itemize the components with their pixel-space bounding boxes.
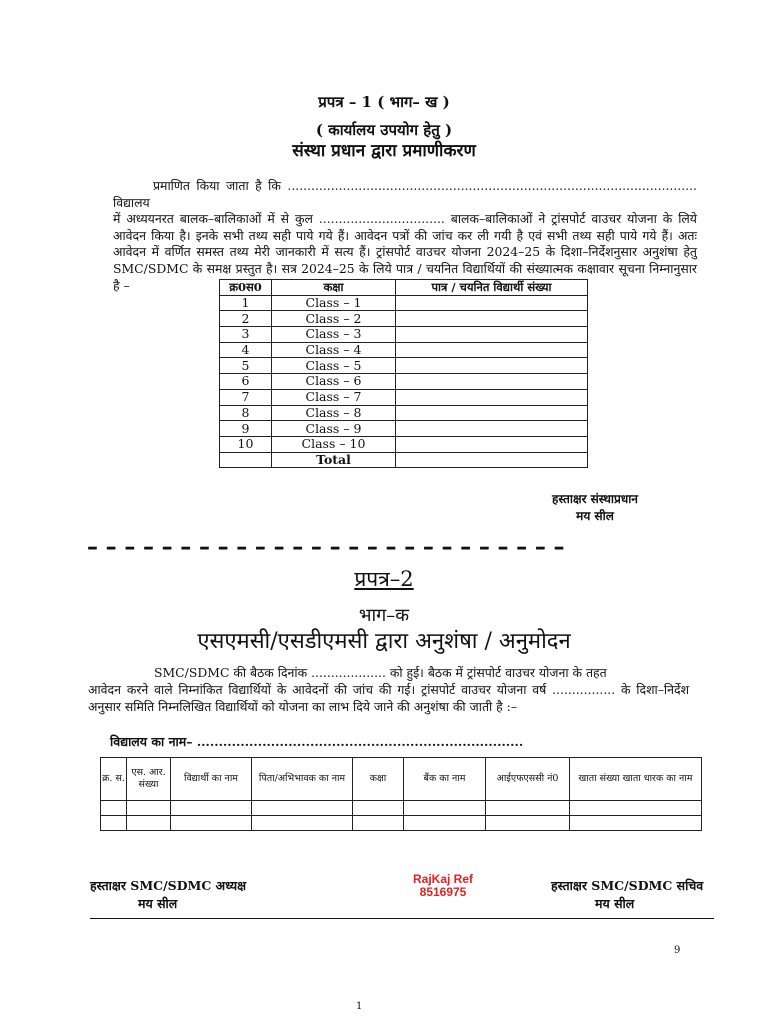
serial-cell: 9 <box>220 421 272 437</box>
class-cell: Class – 7 <box>272 389 396 405</box>
total-row <box>220 452 588 468</box>
table-row <box>220 295 588 311</box>
form2-part: भाग–क <box>358 605 410 626</box>
table-header: विद्यार्थी का नाम <box>171 758 252 801</box>
ref-label: RajKaj Ref <box>412 872 474 886</box>
smc-secretary-seal-label: मय सील <box>595 896 635 911</box>
serial-cell: 4 <box>220 342 272 358</box>
count-cell <box>396 342 588 358</box>
class-cell: Class – 4 <box>272 342 396 358</box>
form2-title: प्रपत्र–2 <box>354 567 414 591</box>
form1-heading: संस्था प्रधान द्वारा प्रमाणीकरण <box>292 141 476 161</box>
table-row <box>220 342 588 358</box>
form1-subtitle: ( कार्यालय उपयोग हेतु ) <box>315 121 453 139</box>
student-recommendation-table <box>100 757 702 831</box>
form2-paragraph-line1: SMC/SDMC की बैठक दिनांक ................... को हुई। बैठक में ट्रांसपोर्ट वाउचर योजना के तहत <box>154 665 607 680</box>
smc-president-signature-label: हस्ताक्षर SMC/SDMC अध्यक्ष <box>90 878 247 893</box>
table-header: कक्षा <box>353 758 404 801</box>
smc-president-signature <box>90 877 246 913</box>
table-header: एस. आर. संख्या <box>127 758 171 801</box>
count-cell <box>396 405 588 421</box>
class-cell: Class – 3 <box>272 327 396 343</box>
total-empty-cell <box>220 452 272 468</box>
table-row <box>101 816 702 831</box>
form1-title: प्रपत्र – 1 ( भाग– ख ) <box>318 93 450 111</box>
count-cell <box>396 374 588 390</box>
table-header: आईएफएससी नं0 <box>486 758 570 801</box>
serial-cell: 1 <box>220 295 272 311</box>
table-row <box>101 801 702 816</box>
table-header: कक्षा <box>272 280 396 296</box>
serial-cell: 8 <box>220 405 272 421</box>
serial-cell: 3 <box>220 327 272 343</box>
inner-page-number: 9 <box>674 945 681 956</box>
table-row <box>220 311 588 327</box>
class-cell: Class – 8 <box>272 405 396 421</box>
table-header: क्र0स0 <box>220 280 272 296</box>
table-row <box>220 405 588 421</box>
principal-signature <box>520 491 670 525</box>
table-row <box>220 327 588 343</box>
count-cell <box>396 421 588 437</box>
smc-secretary-signature-label: हस्ताक्षर SMC/SDMC सचिव <box>551 878 704 893</box>
table-header: खाता संख्या खाता धारक का नाम <box>570 758 702 801</box>
smc-president-seal-label: मय सील <box>138 896 178 911</box>
principal-seal-label: मय सील <box>576 509 614 523</box>
table-row <box>220 421 588 437</box>
class-cell: Class – 9 <box>272 421 396 437</box>
class-cell: Class – 2 <box>272 311 396 327</box>
table-row <box>220 358 588 374</box>
table-row <box>220 374 588 390</box>
count-cell <box>396 436 588 452</box>
table-header: पात्र / चयनित विद्यार्थी संख्या <box>396 280 588 296</box>
count-cell <box>396 389 588 405</box>
ref-number: 8516975 <box>419 885 467 899</box>
total-value-cell <box>396 452 588 468</box>
table-row <box>220 436 588 452</box>
table-row <box>220 389 588 405</box>
class-cell: Class – 10 <box>272 436 396 452</box>
form2-heading: एसएमसी/एसडीएमसी द्वारा अनुशंषा / अनुमोदन <box>197 629 571 654</box>
class-cell: Class – 1 <box>272 295 396 311</box>
table-header: क्र. स. <box>101 758 127 801</box>
table-header: बैंक का नाम <box>404 758 486 801</box>
dashed-separator: – – – – – – – – – – – – – – – – – – – – – – – – – – <box>87 535 565 555</box>
form2-paragraph <box>88 664 689 715</box>
count-cell <box>396 327 588 343</box>
serial-cell: 6 <box>220 374 272 390</box>
class-cell: Class – 5 <box>272 358 396 374</box>
total-label: Total <box>272 452 396 468</box>
form1-paragraph-line1: प्रमाणित किया जाता है कि ........................................................................................................ विद्यालय <box>113 178 697 210</box>
serial-cell: 7 <box>220 389 272 405</box>
smc-secretary-signature <box>551 877 703 913</box>
form1-paragraph <box>113 178 697 294</box>
form2-paragraph-body: आवेदन करने वाले निम्नांकित विद्यार्थियों के आवेदनों की जांच की गई। ट्रांसपोर्ट वाउचर योजना वर्ष ................ के दिशा–निर्देश अनुसार समिति निम्नलिखित विद्यार्थियों को योजना का लाभ दिये जाने की अनुशंषा की जाती है :– <box>88 682 689 714</box>
principal-signature-label: हस्ताक्षर संस्थाप्रधान <box>552 492 638 506</box>
form1-paragraph-body: में अध्ययनरत बालक–बालिकाओं में से कुल ................................ बालक–बालिकाओं ने ट्रांसपोर्ट वाउचर योजना के लिये आवेदन किया है। इनके सभी तथ्य सही पाये गये हैं। आवेदन पत्रों की जांच कर ली गयी है एवं सभी तथ्य सही पाये गये हैं। अतः आवेदन में वर्णित समस्त तथ्य मेरी जानकारी में सत्य हैं। ट्रांसपोर्ट वाउचर योजना 2024–25 के दिशा–निर्देशनुसार अनुशंषा हेतु SMC/SDMC के समक्ष प्रस्तुत है। सत्र 2024–25 के लिये पात्र / चयनित विद्यार्थियों की संख्यात्मक कक्षावार सूचना निम्नानुसार है – <box>113 211 697 293</box>
count-cell <box>396 311 588 327</box>
class-count-table <box>219 279 588 468</box>
count-cell <box>396 295 588 311</box>
school-name-field: विद्यालय का नाम– ........................................................................... <box>110 734 524 749</box>
outer-page-number: 1 <box>356 1001 363 1012</box>
rajkaj-reference <box>398 873 488 899</box>
table-header: पिता/अभिभावक का नाम <box>252 758 353 801</box>
class-cell: Class – 6 <box>272 374 396 390</box>
count-cell <box>396 358 588 374</box>
bottom-rule <box>90 918 714 919</box>
serial-cell: 5 <box>220 358 272 374</box>
serial-cell: 10 <box>220 436 272 452</box>
serial-cell: 2 <box>220 311 272 327</box>
